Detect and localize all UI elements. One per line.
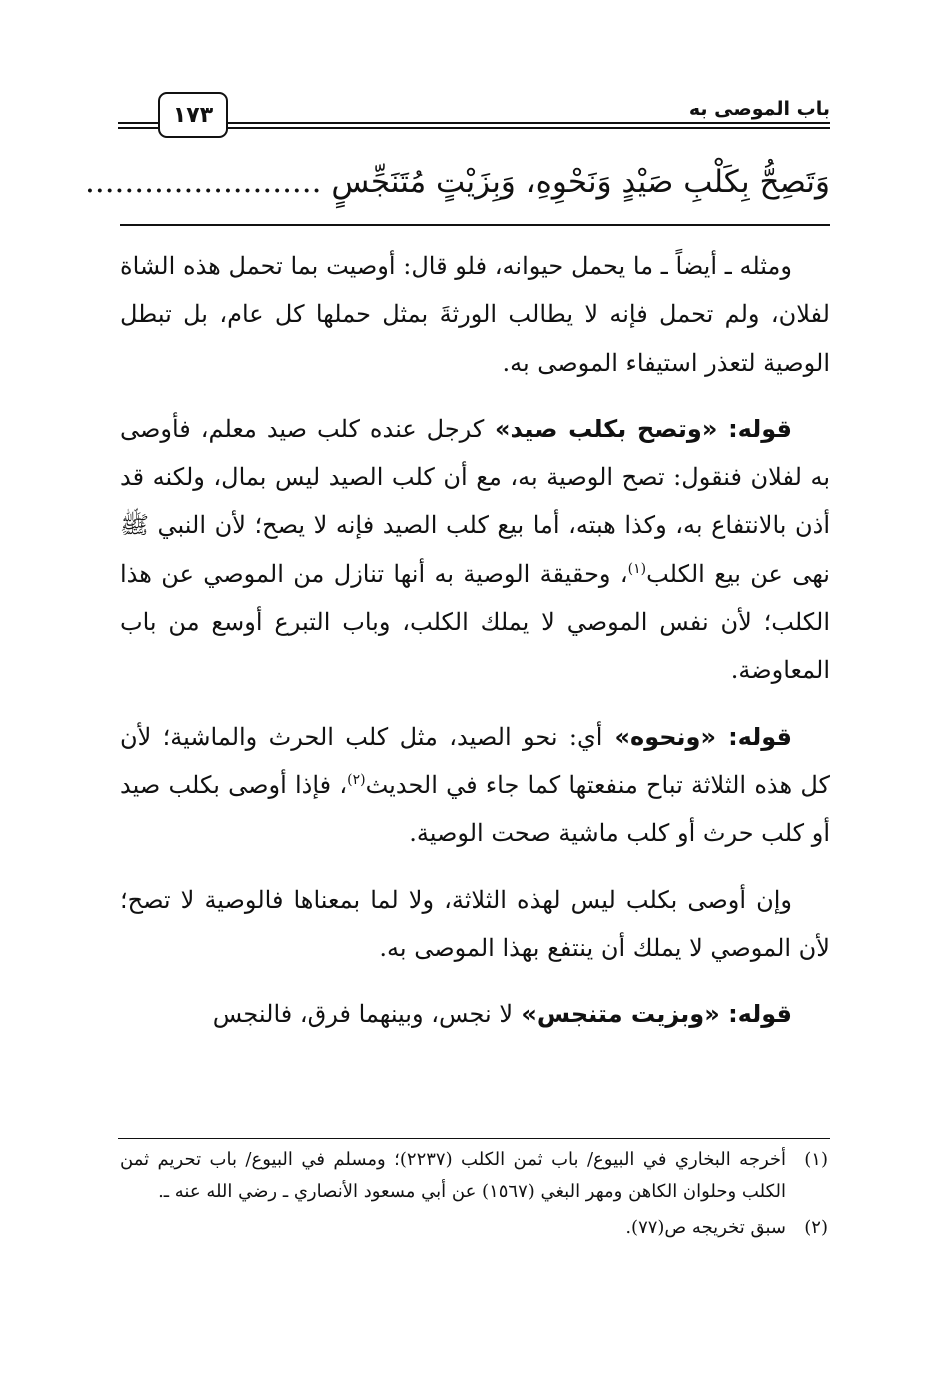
footnote-item: [120, 1144, 828, 1208]
footnote-item: [120, 1212, 828, 1244]
matn-text: وَتَصِحُّ بِكَلْبِ صَيْدٍ وَنَحْوِهِ، وَبِزَيْتٍ مُتَنَجِّسٍ: [331, 164, 830, 200]
page-header: [118, 92, 830, 140]
footnotes: [120, 1144, 828, 1248]
footnote-text: سبق تخريجه ص(٧٧).: [625, 1217, 786, 1238]
footnote-text: أخرجه البخاري في البيوع/ باب ثمن الكلب (٢٢٣٧)؛ ومسلم في البيوع/ باب تحريم ثمن الكلب وحلوان الكاهن ومهر البغي (١٥٦٧) عن أبي مسعود الأنصاري ـ رضي الله عنه ـ.: [120, 1149, 787, 1202]
quoted-matn: «وتصح بكلب صيد»: [484, 414, 729, 443]
footnote-divider: [118, 1138, 830, 1139]
footnote-ref-2[interactable]: (٢): [347, 771, 366, 788]
paragraph-5: [120, 990, 830, 1038]
paragraph-text: كرجل عنده كلب صيد معلم، فأوصى به لفلان فنقول: تصح الوصية به، مع أن كلب الصيد ليس بمال، ولكنه قد أذن بالانتفاع به، وكذا هبته، أما بيع كلب الصيد فإنه لا يصح؛ لأن النبي ﷺ نهى عن بيع الكلب: [120, 414, 830, 588]
quoted-matn: «وبزيت متنجس»: [513, 1000, 729, 1029]
footnote-ref-1[interactable]: (١): [627, 560, 647, 577]
paragraph-3: [120, 713, 830, 858]
header-rule-left-2: [118, 127, 158, 129]
paragraph-text: أي: نحو الصيد، مثل كلب الحرث والماشية؛ لأن كل هذه الثلاثة تباح منفعتها كما جاء في الحديث: [120, 722, 830, 799]
paragraph-1: ومثله ـ أيضاً ـ ما يحمل حيوانه، فلو قال: أوصيت بما تحمل هذه الشاة لفلان، ولم تحمل فإنه لا يطالب الورثةَ بمثل حملها كل عام، بل تبطل الوصية لتعذر استيفاء الموصى به.: [120, 252, 830, 377]
paragraph-text: ، وحقيقة الوصية به أنها تنازل من الموصي عن هذا الكلب؛ لأن نفس الموصي لا يملك الكلب، وباب التبرع أوسع من باب المعاوضة.: [120, 559, 830, 685]
footnote-number: (٢): [804, 1217, 828, 1238]
matn-dots: ........................: [84, 164, 322, 200]
paragraph-text: لا نجس، وبينهما فرق، فالنجس: [212, 1000, 514, 1029]
matn-line: [84, 150, 830, 214]
header-rule-right-1: [226, 122, 830, 124]
paragraph-2: [120, 405, 830, 695]
quoted-matn: «ونحوه»: [602, 722, 729, 751]
chapter-title: باب الموصى به: [688, 98, 830, 120]
paragraph-text: ، فإذا أوصى بكلب صيد أو كلب حرث أو كلب ماشية صحت الوصية.: [120, 770, 830, 848]
qawluhu-label: قوله:: [728, 414, 792, 443]
qawluhu-label: قوله:: [728, 722, 792, 751]
header-rule-left-1: [118, 122, 158, 124]
header-rule-right-2: [226, 127, 830, 129]
matn-divider: [120, 224, 830, 226]
footnote-number: (١): [804, 1149, 828, 1170]
paragraph-4: وإن أوصى بكلب ليس لهذه الثلاثة، ولا لما بمعناها فالوصية لا تصح؛ لأن الموصي لا يملك أن ينتفع بهذا الموصى به.: [120, 885, 830, 962]
qawluhu-label: قوله:: [728, 1000, 792, 1029]
page-number: ١٧٣: [158, 92, 228, 138]
commentary-body: [120, 242, 830, 1056]
